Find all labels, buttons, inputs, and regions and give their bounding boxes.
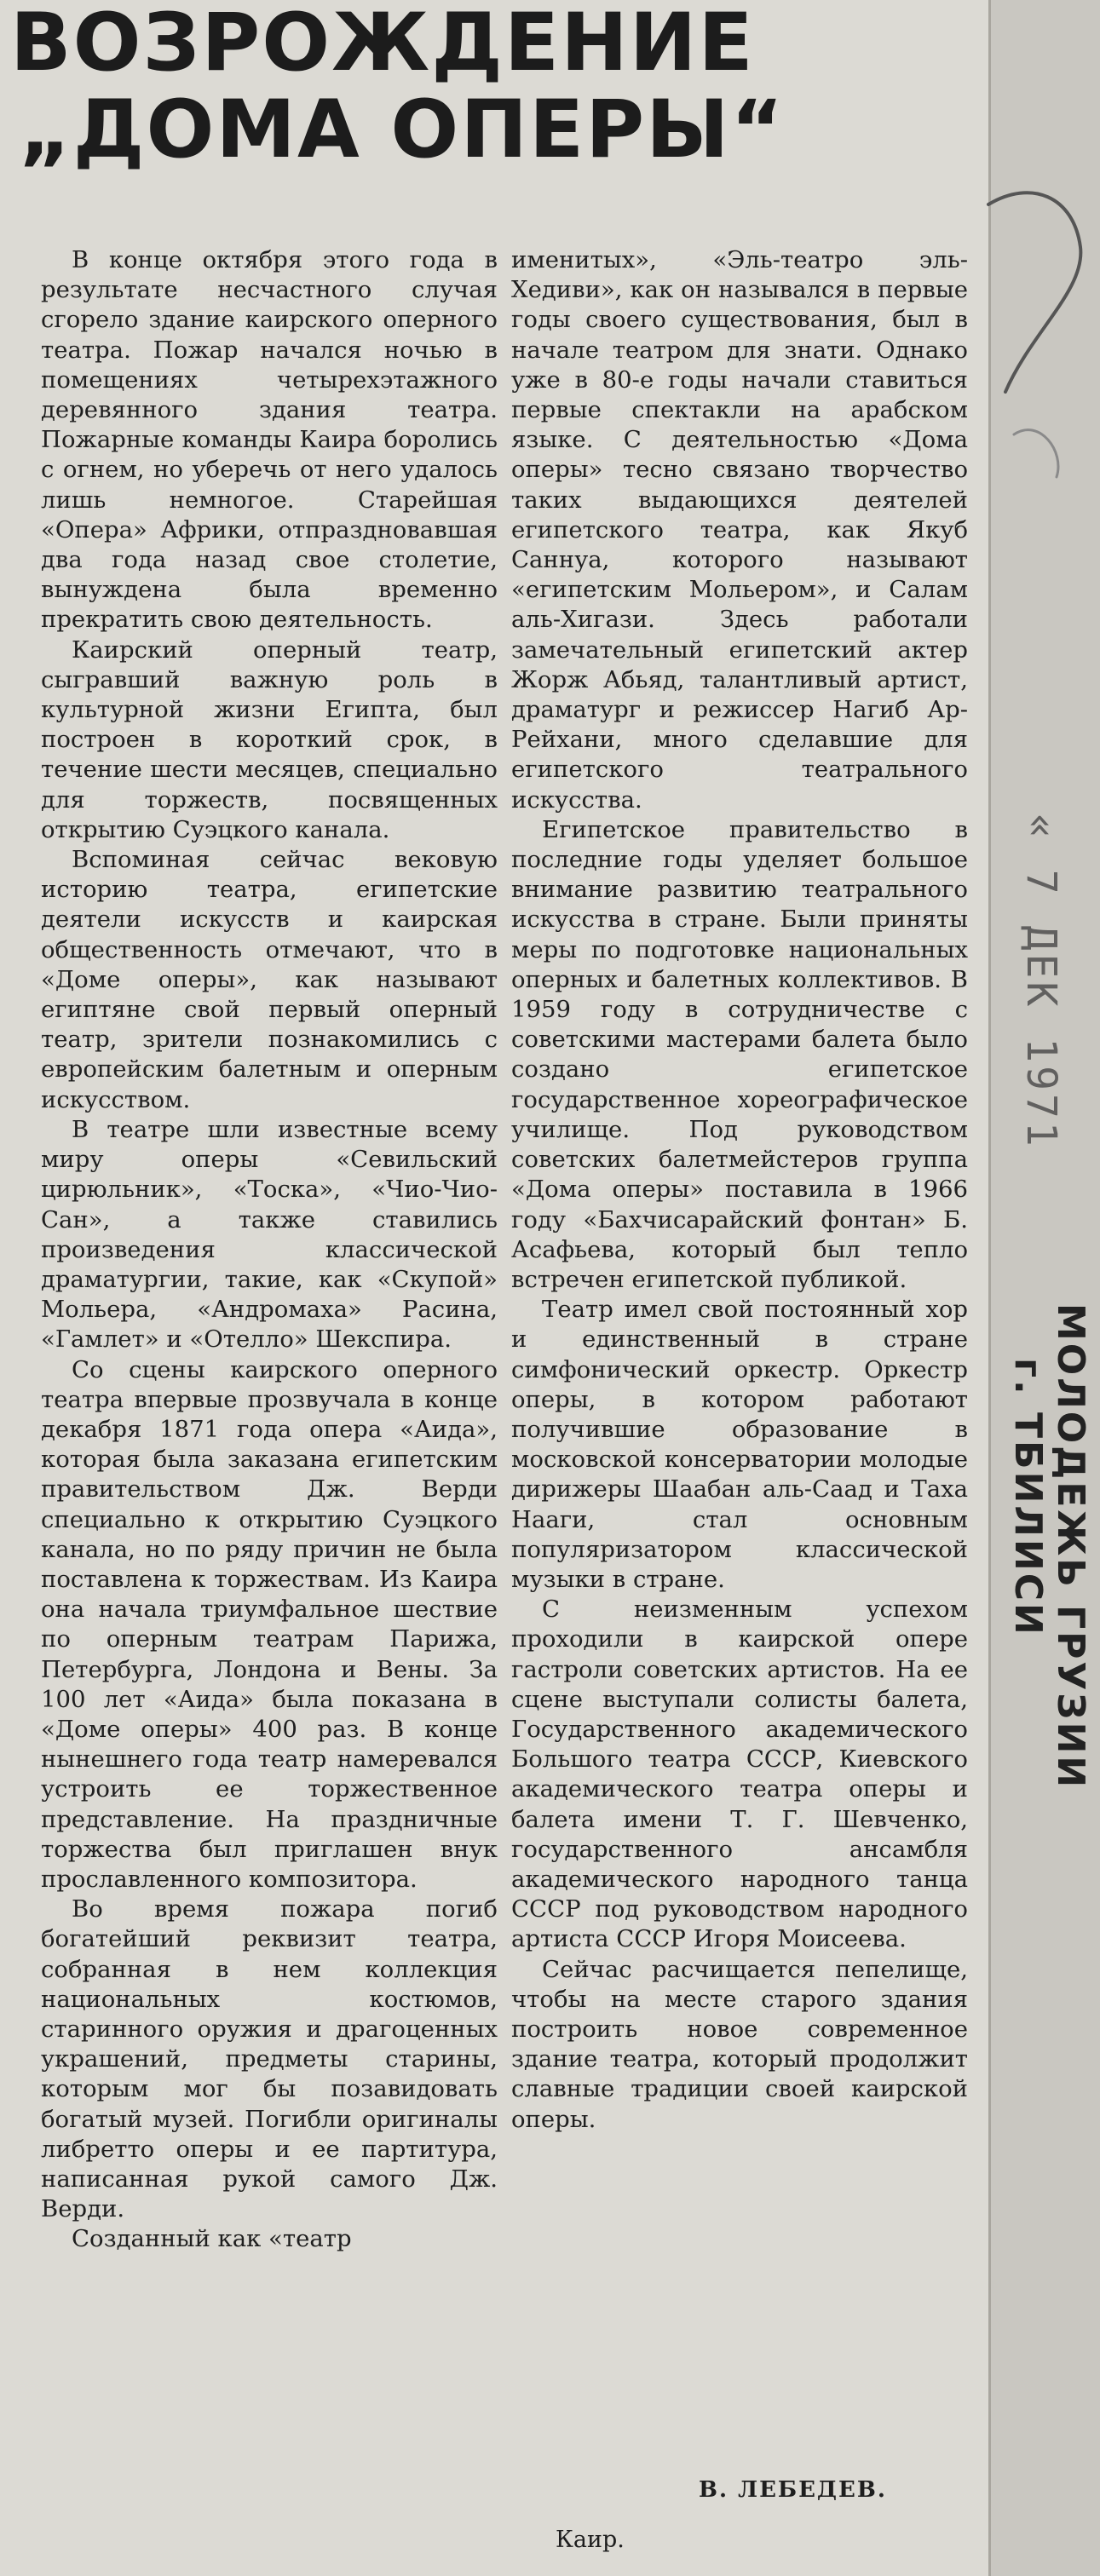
headline-line-1: ВОЗРОЖДЕНИЕ xyxy=(10,0,755,89)
date-stamp: « 7 ДЕК 1971 xyxy=(1017,814,1065,1150)
paragraph: Во время пожара погиб богатейший реквизит театра, собранная в нем коллекция национальных костюмов, старинного оружия и драгоценных украшений, предметы старины, которым мог бы позавидовать богатый музей. Погибли оригиналы либретто оперы и ее партитура, написанная рукой самого Дж. Верди. xyxy=(41,1895,498,2223)
paragraph: С неизменным успехом проходили в каирской опере гастроли советских артистов. На ее сцене выступали солисты балета, Государственного академического Большого театра СССР, Киевского академического театра оперы и балета имени Т. Г. Шевченко, государственного ансамбля академического народного танца СССР под руководством народного артиста СССР Игоря Моисеева. xyxy=(511,1596,968,1953)
paragraph: Вспоминая сейчас вековую историю театра, египетские деятели искусств и каирская общественность отмечают, что в «Доме оперы», как называют египтяне свой первый оперный театр, зрители познакомились с европейским балетным и оперным искусством. xyxy=(41,846,498,1113)
right-column xyxy=(511,245,968,2135)
paragraph: Со сцены каирского оперного театра впервые прозвучала в конце декабря 1871 года опера «Аида», которая была заказана египетским правительством Дж. Верди специально к открытию Суэцкого канала, но по ряду причин не была поставлена к торжествам. Из Каира она начала триумфальное шествие по оперным театрам Парижа, Петербурга, Лондона и Вены. За 100 лет «Аида» была показана в «Доме оперы» 400 раз. В конце нынешнего года театр намеревался устроить ее торжественное представление. На праздничные торжества был приглашен внук прославленного композитора. xyxy=(41,1355,498,1893)
source-stamp xyxy=(1004,1303,1097,1900)
dateline-city: Каир. xyxy=(556,2527,625,2553)
source-stamp-city: г. ТБИЛИСИ xyxy=(1006,1358,1050,1637)
paragraph: Сейчас расчищается пепелище, чтобы на месте старого здания построить новое современное здание театра, который продолжит славные традиции своей каирской оперы. xyxy=(511,1955,968,2133)
paragraph: Египетское правительство в последние годы уделяет большое внимание развитию театрального искусства в стране. Были приняты меры по подготовке национальных оперных и балетных коллективов. В 1959 году в сотрудничестве с советскими мастерами балета было создано египетское государственное хореографическое училище. Под руководством советских балетмейстеров группа «Дома оперы» поставила в 1966 году «Бахчисарайский фонтан» Б. Асафьева, который был тепло встречен египетской публикой. xyxy=(511,815,968,1293)
article-headline xyxy=(10,0,982,174)
paragraph-continuation: именитых», «Эль-театро эль-Хедиви», как он назывался в первые годы своего существования, был в начале театром для знати. Однако уже в 80-е годы начали ставиться первые спектакли на арабском языке. С деятельностью «Дома оперы» тесно связано творчество таких выдающихся деятелей египетского театра, как Якуб Саннуа, которого называют «египетским Мольером», и Салам аль-Хигази. Здесь работали замечательный египетский актер Жорж Абьяд, талантливый артист, драматург и режиссер Нагиб Ар-Рейхани, много сделавшие для египетского театрального искусства. xyxy=(511,246,968,814)
left-column xyxy=(41,245,498,2255)
paragraph: В театре шли известные всему миру оперы «Севильский цирюльник», «Тоска», «Чио-Чио-Сан», а также ставились произведения классической драматургии, такие, как «Скупой» Мольера, «Андромаха» Расина, «Гамлет» и «Отелло» Шекспира. xyxy=(41,1115,498,1354)
paragraph: В конце октября этого года в результате несчастного случая сгорело здание каирского оперного театра. Пожар начался ночью в помещениях четырехэтажного деревянного здания театра. Пожарные команды Каира боролись с огнем, но уберечь от него удалось лишь немногое. Старейшая «Опера» Африки, отпраздновавшая два года назад свое столетие, вынуждена была временно прекратить свою деятельность. xyxy=(41,246,498,634)
paragraph: Созданный как «театр xyxy=(72,2225,352,2253)
source-stamp-newspaper: МОЛОДЕЖЬ ГРУЗИИ xyxy=(1049,1303,1092,1791)
author-signature: В. ЛЕБЕДЕВ. xyxy=(699,2477,887,2503)
paragraph: Каирский оперный театр, сыгравший важную роль в культурной жизни Египта, был построен в короткий срок, в течение шести месяцев, специально для торжеств, посвященных открытию Суэцкого канала. xyxy=(41,635,498,843)
pencil-mark xyxy=(980,179,1100,486)
paragraph: Театр имел свой постоянный хор и единственный в стране симфонический оркестр. Оркестр оперы, в котором работают получившие образование в московской консерватории молодые дирижеры Шаабан аль-Саад и Таха Нааги, стал основным популяризатором классической музыки в стране. xyxy=(511,1296,968,1593)
headline-line-2: „ДОМА ОПЕРЫ“ xyxy=(19,83,786,176)
